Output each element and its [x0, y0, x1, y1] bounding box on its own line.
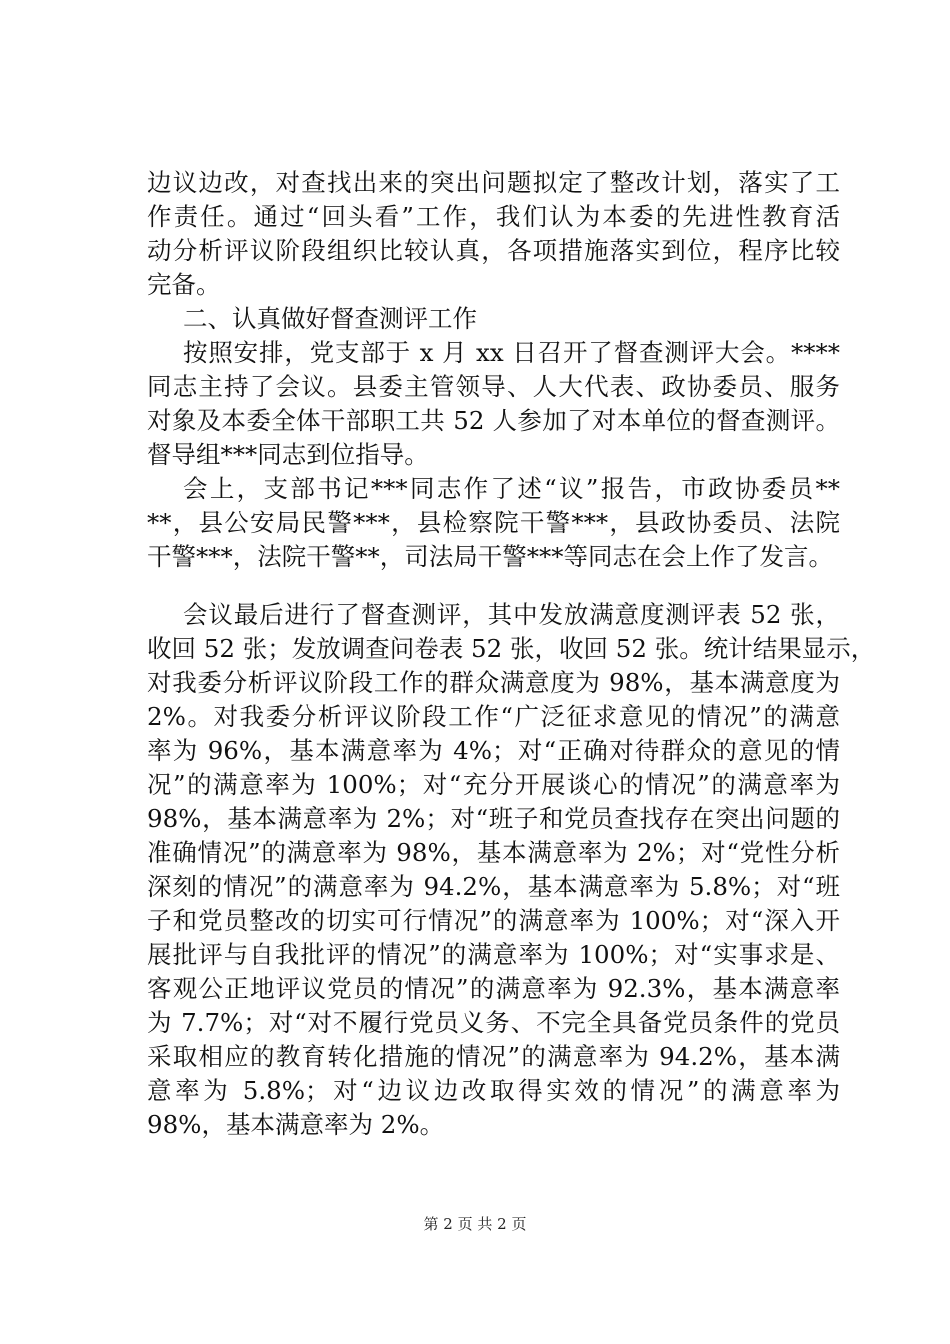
heading-text: 二、认真做好督查测评工作 — [183, 304, 477, 333]
text-line: 展批评与自我批评的情况”的满意率为 100%；对“实事求是、 — [147, 940, 840, 969]
text-line: 对我委分析评议阶段工作的群众满意度为 98%，基本满意度为 — [147, 668, 840, 697]
text-line: 98%，基本满意率为 2%。 — [147, 1110, 445, 1139]
text-line: 同志主持了会议。县委主管领导、人大代表、政协委员、服务 — [147, 372, 840, 401]
text-line: 按照安排，党支部于 x 月 xx 日召开了督查测评大会。**** — [183, 338, 840, 367]
text-line: 2%。对我委分析评议阶段工作“广泛征求意见的情况”的满意 — [147, 702, 840, 731]
paragraph-speeches — [147, 472, 840, 574]
text-line: 会议最后进行了督查测评，其中发放满意度测评表 52 张， — [183, 600, 840, 629]
text-line: 对象及本委全体干部职工共 52 人参加了对本单位的督查测评。 — [147, 406, 840, 435]
paragraph-results — [147, 598, 876, 1142]
text-line: 客观公正地评议党员的情况”的满意率为 92.3%，基本满意率 — [147, 974, 840, 1003]
text-line: 收回 52 张；发放调查问卷表 52 张，收回 52 张。统计结果显示， — [147, 634, 876, 663]
text-line: 督导组***同志到位指导。 — [147, 440, 429, 469]
text-line: 边议边改，对查找出来的突出问题拟定了整改计划，落实了工 — [147, 168, 840, 197]
text-line: **，县公安局民警***，县检察院干警***，县政协委员、法院 — [147, 508, 840, 537]
paragraph-gap — [147, 574, 840, 598]
text-line: 率为 96%，基本满意率为 4%；对“正确对待群众的意见的情 — [147, 736, 840, 765]
page-number-label: 第 2 页 共 2 页 — [423, 1215, 527, 1233]
text-line: 采取相应的教育转化措施的情况”的满意率为 94.2%，基本满 — [147, 1042, 840, 1071]
text-line: 准确情况”的满意率为 98%，基本满意率为 2%；对“党性分析 — [147, 838, 840, 867]
text-line: 动分析评议阶段组织比较认真，各项措施落实到位，程序比较 — [147, 236, 840, 265]
text-line: 98%，基本满意率为 2%；对“班子和党员查找存在突出问题的 — [147, 804, 840, 833]
text-line: 意率为 5.8%；对“边议边改取得实效的情况”的满意率为 — [147, 1076, 840, 1105]
document-body — [147, 166, 876, 1142]
text-line: 况”的满意率为 100%；对“充分开展谈心的情况”的满意率为 — [147, 770, 840, 799]
paragraph-meeting — [147, 336, 840, 472]
page-footer — [0, 1213, 950, 1234]
paragraph-continuation — [147, 166, 840, 302]
text-line: 子和党员整改的切实可行情况”的满意率为 100%；对“深入开 — [147, 906, 840, 935]
section-heading — [147, 302, 840, 336]
text-line: 干警***，法院干警**，司法局干警***等同志在会上作了发言。 — [147, 542, 833, 571]
text-line: 深刻的情况”的满意率为 94.2%，基本满意率为 5.8%；对“班 — [147, 872, 840, 901]
text-line: 完备。 — [147, 270, 221, 299]
text-line: 为 7.7%；对“对不履行党员义务、不完全具备党员条件的党员 — [147, 1008, 840, 1037]
text-line: 作责任。通过“回头看”工作，我们认为本委的先进性教育活 — [147, 202, 840, 231]
text-line: 会上，支部书记***同志作了述“议”报告，市政协委员** — [183, 474, 840, 503]
